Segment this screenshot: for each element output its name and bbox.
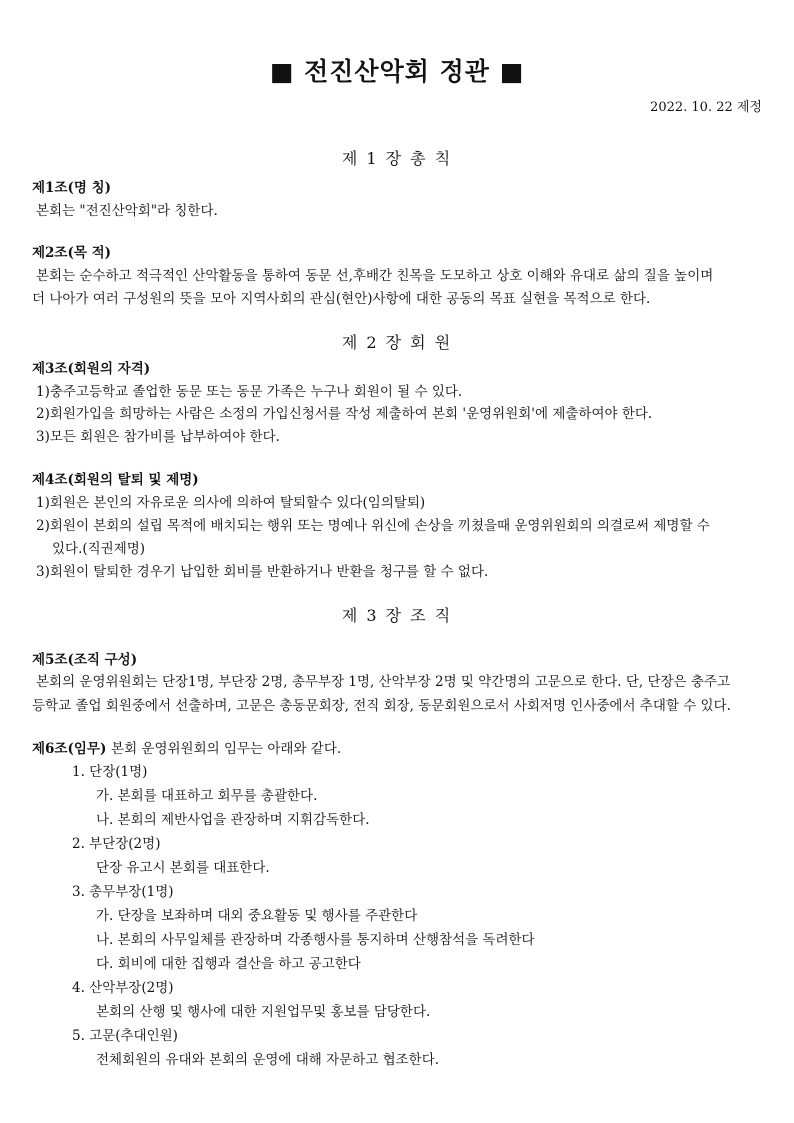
duty-item: 4. 산악부장(2명) [72,980,174,996]
duty-detail: 나. 본회의 제반사업을 관장하며 지휘감독한다. [96,812,370,828]
article-title-label: 제6조(임무) [32,741,107,757]
article-text: 등학교 졸업 회원중에서 선출하며, 고문은 총동문회장, 전직 회장, 동문회원으로서 사회저명 인사중에서 추대할 수 있다. [32,698,731,714]
article-text: 3)모든 회원은 참가비를 납부하여야 한다. [36,429,280,445]
chapter-heading: 제 2 장 회 원 [341,333,453,352]
article-title: 제3조(회원의 자격) [32,361,151,377]
document-title: ■ 전진산악회 정관 ■ [269,57,525,86]
duty-item: 3. 총무부장(1명) [72,884,174,900]
chapter-heading: 제 1 장 총 칙 [341,149,453,168]
article-text: 더 나아가 여러 구성원의 뜻을 모아 지역사회의 관심(현안)사항에 대한 공동의 목표 실현을 목적으로 한다. [32,291,651,307]
duty-item: 5. 고문(추대인원) [72,1028,178,1044]
article-text: 2)회원이 본회의 설립 목적에 배치되는 행위 또는 명예나 위신에 손상을 끼쳤을때 운영위원회의 의결로써 제명할 수 [36,518,710,534]
article-title: 제5조(조직 구성) [32,652,138,668]
article-text: 본회는 순수하고 적극적인 산악활동을 통하여 동문 선,후배간 친목을 도모하고 상호 이해와 유대로 삶의 질을 높이며 [36,268,714,284]
duty-detail: 나. 본회의 사무일체를 관장하며 각종행사를 통지하며 산행참석을 독려한다 [96,932,535,948]
article-text: 2)회원가입을 희망하는 사람은 소정의 가입신청서를 작성 제출하여 본회 '운영위원회'에 제출하여야 한다. [36,406,653,422]
article-text: 본회의 운영위원회는 단장1명, 부단장 2명, 총무부장 1명, 산악부장 2명 및 약간명의 고문으로 한다. 단, 단장은 충주고 [36,674,730,690]
chapter-heading: 제 3 장 조 직 [341,606,453,625]
article-text: 본회는 "전진산악회"라 칭한다. [36,203,218,219]
article-title: 제2조(목 적) [32,245,112,261]
duty-item: 1. 단장(1명) [72,764,148,780]
duty-detail: 전체회원의 유대와 본회의 운영에 대해 자문하고 협조한다. [96,1052,440,1068]
article-text: 3)회원이 탈퇴한 경우기 납입한 회비를 반환하거나 반환을 청구를 할 수 없다. [36,564,489,580]
enactment-date: 2022. 10. 22 제정 [650,100,762,115]
duty-item: 2. 부단장(2명) [72,836,161,852]
article-title [32,737,341,757]
article-intro: 본회 운영위원회의 임무는 아래와 같다. [111,741,342,757]
article-text: 1)충주고등학교 졸업한 동문 또는 동문 가족은 누구나 회원이 될 수 있다. [36,384,463,400]
article-title: 제1조(명 칭) [32,180,112,196]
duty-detail: 가. 단장을 보좌하며 대외 중요활동 및 행사를 주관한다 [96,908,418,924]
duty-detail: 다. 회비에 대한 집행과 결산을 하고 공고한다 [96,956,361,972]
duty-detail: 본회의 산행 및 행사에 대한 지원업무및 홍보를 담당한다. [96,1004,431,1020]
article-text: 1)회원은 본인의 자유로운 의사에 의하여 탈퇴할수 있다(임의탈퇴) [36,495,426,511]
duty-detail: 가. 본회를 대표하고 회무를 총괄한다. [96,788,318,804]
article-text: 있다.(직권제명) [52,541,146,557]
duty-detail: 단장 유고시 본회를 대표한다. [96,860,270,876]
article-title: 제4조(회원의 탈퇴 및 제명) [32,472,199,488]
